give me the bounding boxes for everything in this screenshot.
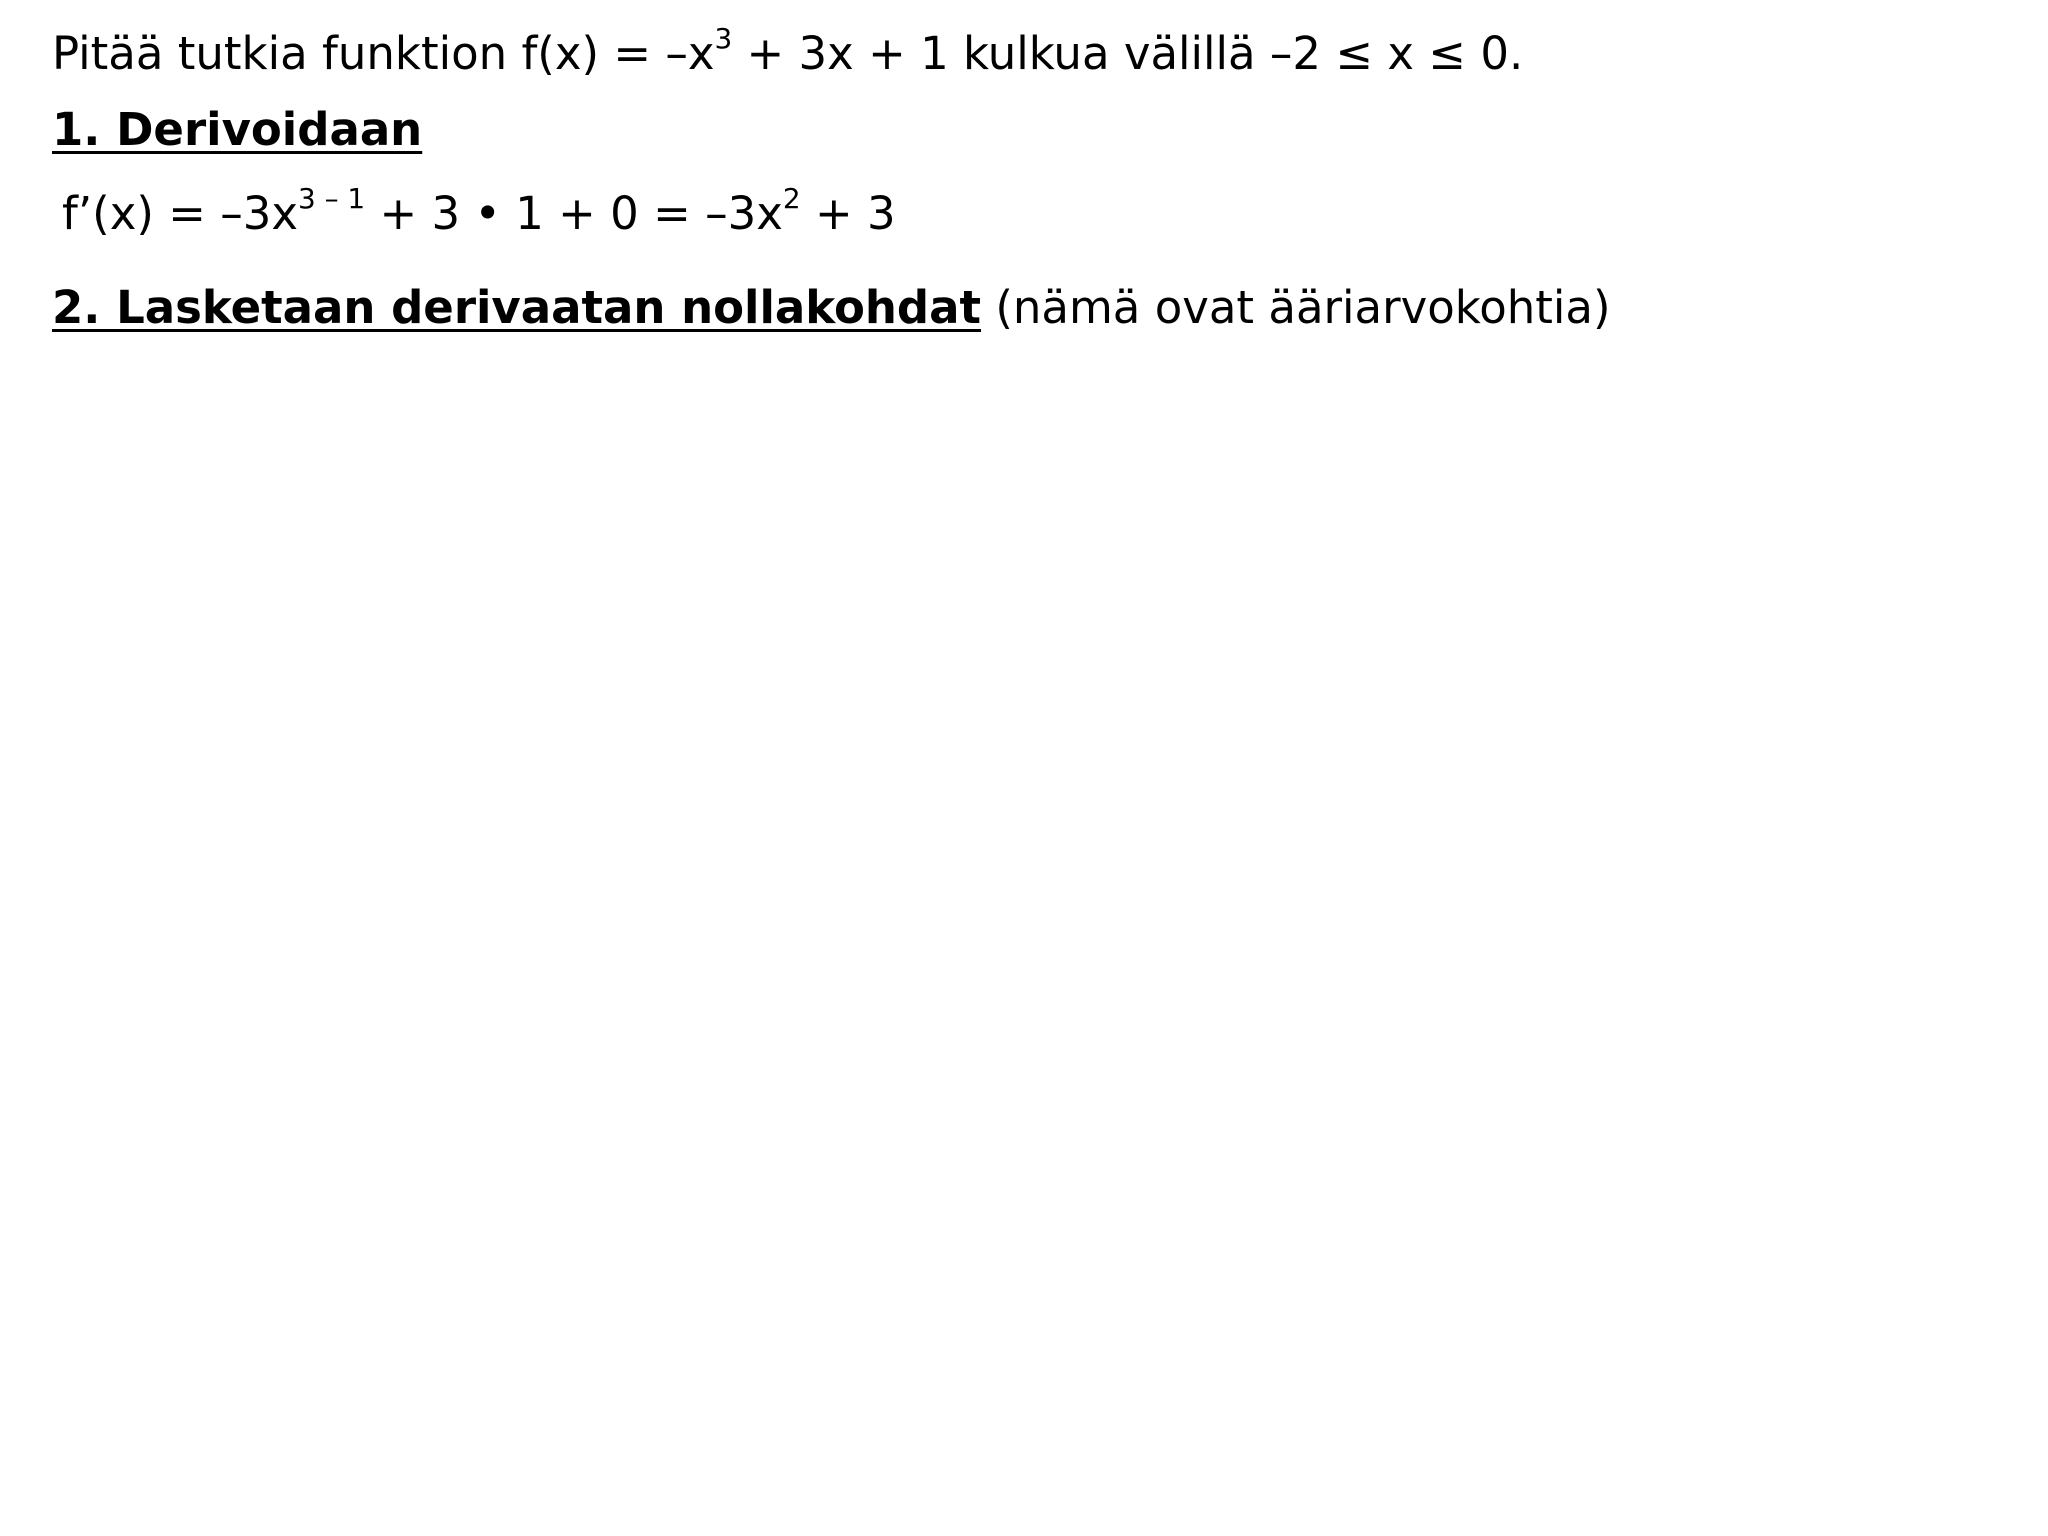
derivative-exponent-2: 2 bbox=[782, 182, 801, 216]
derivative-exponent-1: 3 – 1 bbox=[297, 182, 366, 216]
problem-text-end: + 3x + 1 kulkua välillä –2 ≤ x ≤ 0. bbox=[732, 27, 1524, 80]
step2-line bbox=[52, 280, 1611, 336]
derivative-part-c: + 3 bbox=[800, 187, 896, 240]
problem-text-start: Pitää tutkia funktion f(x) = –x bbox=[52, 27, 715, 80]
problem-statement bbox=[52, 22, 1524, 88]
problem-exponent: 3 bbox=[714, 22, 733, 56]
derivative-part-a: f’(x) = –3x bbox=[62, 187, 298, 240]
derivative-part-b: + 3 • 1 + 0 = –3x bbox=[365, 187, 783, 240]
step2-heading: 2. Lasketaan derivaatan nollakohdat bbox=[52, 281, 982, 334]
derivative-equation bbox=[62, 182, 896, 248]
step1-heading: 1. Derivoidaan bbox=[52, 103, 423, 156]
step2-note: (nämä ovat ääriarvokohtia) bbox=[981, 281, 1611, 334]
